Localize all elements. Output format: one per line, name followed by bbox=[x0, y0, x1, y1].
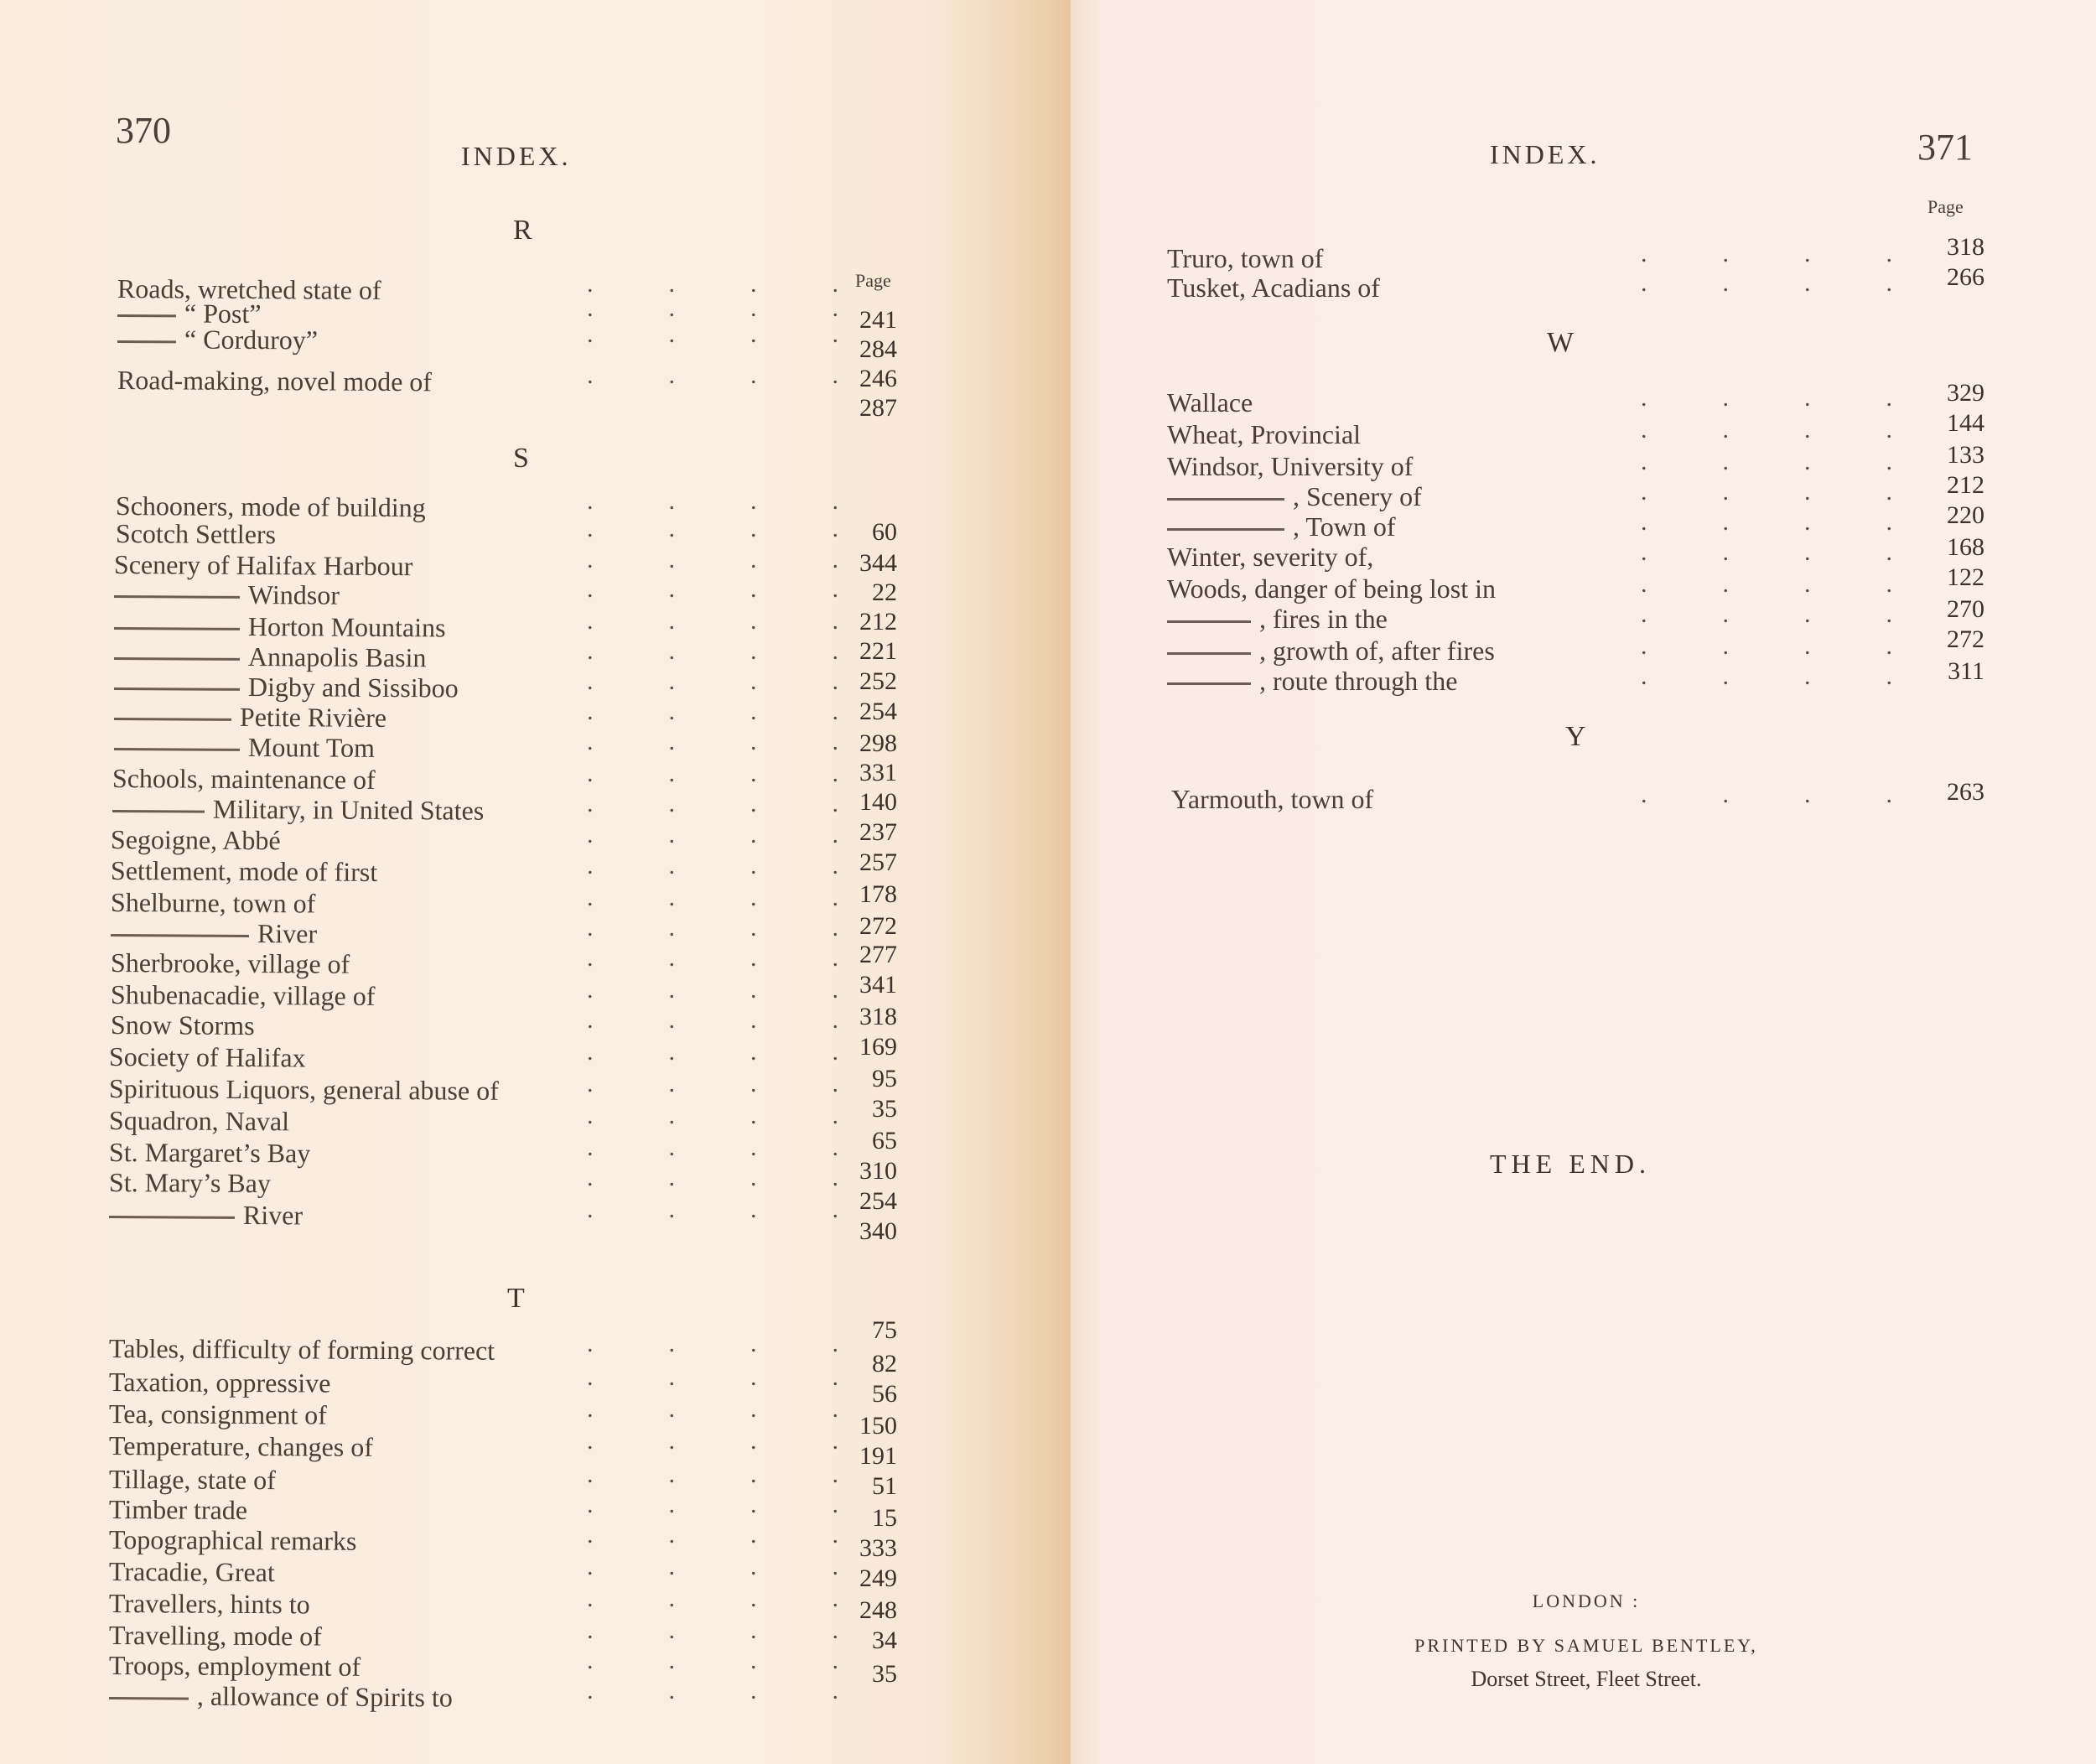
leader-dots: . . . . bbox=[587, 1164, 838, 1191]
leader-dots: . . . . bbox=[587, 1134, 838, 1161]
index-page-number: 35 bbox=[872, 1660, 897, 1688]
index-page-number: 310 bbox=[859, 1157, 897, 1185]
leader-dots: . . . . bbox=[587, 607, 838, 635]
leader-dots: . . . . bbox=[587, 760, 838, 787]
leader-dots: . . . . bbox=[587, 270, 838, 298]
leader-dots: . . . . bbox=[1641, 384, 1892, 412]
index-entry-label: Annapolis Basin bbox=[247, 641, 427, 673]
index-entry-label: Roads, wretched state of bbox=[117, 273, 381, 305]
index-entry bbox=[112, 793, 484, 827]
index-page-number: 122 bbox=[1947, 563, 1984, 591]
ditto-dash bbox=[114, 718, 231, 721]
index-page-number: 95 bbox=[872, 1065, 897, 1092]
leader-dots: . . . . bbox=[587, 976, 838, 1004]
index-page-number: 56 bbox=[872, 1380, 897, 1408]
ditto-dash bbox=[112, 810, 205, 813]
index-page-number: 237 bbox=[859, 818, 897, 846]
page-number-left: 370 bbox=[116, 110, 171, 151]
index-entry bbox=[111, 1009, 255, 1041]
leader-dots: . . . . bbox=[1641, 240, 1892, 267]
imprint-city: LONDON : bbox=[1532, 1590, 1641, 1611]
index-page-number: 252 bbox=[859, 667, 897, 695]
index-page-number: 340 bbox=[859, 1217, 897, 1245]
leader-dots: . . . . bbox=[587, 487, 838, 515]
index-page-number: 272 bbox=[859, 912, 897, 940]
index-entry-label: , Town of bbox=[1293, 511, 1396, 542]
leader-dots: . . . . bbox=[587, 575, 838, 603]
leader-dots: . . . . bbox=[587, 667, 838, 695]
leader-dots: . . . . bbox=[587, 546, 838, 573]
leader-dots: . . . . bbox=[587, 1491, 838, 1518]
index-page-number: 277 bbox=[859, 941, 897, 968]
index-page-number: 191 bbox=[859, 1442, 897, 1470]
index-entry-label: Schools, maintenance of bbox=[112, 763, 376, 795]
index-entry bbox=[1171, 784, 1373, 815]
index-entry-label: Tables, difficulty of forming correct bbox=[108, 1333, 495, 1366]
index-page-number: 22 bbox=[872, 578, 897, 606]
index-entry bbox=[109, 1333, 495, 1367]
index-page-number: 257 bbox=[859, 848, 897, 876]
index-entry bbox=[109, 1680, 453, 1714]
leader-dots: . . . . bbox=[587, 1102, 838, 1129]
ditto-dash bbox=[1167, 528, 1284, 531]
leader-dots: . . . . bbox=[587, 1553, 838, 1580]
index-entry bbox=[109, 1137, 310, 1169]
index-page-number: 284 bbox=[859, 335, 897, 363]
leader-dots: . . . . bbox=[587, 944, 838, 972]
ditto-dash bbox=[109, 1216, 235, 1219]
leader-dots: . . . . bbox=[587, 1616, 838, 1644]
leader-dots: . . . . bbox=[587, 728, 838, 755]
index-page-number: 311 bbox=[1948, 657, 1984, 685]
index-entry-label: , allowance of Spirits to bbox=[196, 1680, 453, 1713]
leader-dots: . . . . bbox=[587, 914, 838, 942]
ditto-dash bbox=[114, 595, 240, 599]
ditto-dash bbox=[1167, 620, 1251, 623]
leader-dots: . . . . bbox=[1641, 448, 1892, 475]
index-entry-label: Digby and Sissiboo bbox=[247, 671, 459, 703]
index-entry-label: Travellers, hints to bbox=[108, 1588, 310, 1620]
index-entry bbox=[109, 1073, 499, 1107]
index-entry-label: Timber trade bbox=[108, 1494, 248, 1526]
index-entry bbox=[1167, 511, 1396, 542]
leader-dots: . . . . bbox=[1641, 662, 1892, 690]
index-page-number: 133 bbox=[1947, 441, 1984, 469]
leader-dots: . . . . bbox=[587, 1363, 838, 1391]
index-entry-label: River bbox=[242, 1199, 304, 1231]
ditto-dash bbox=[114, 748, 240, 751]
leader-dots: . . . . bbox=[587, 637, 838, 665]
index-entry-label: River bbox=[257, 918, 318, 949]
index-entry bbox=[1167, 451, 1413, 482]
running-head-left: INDEX. bbox=[461, 141, 572, 171]
index-entry bbox=[114, 610, 446, 643]
index-page-number: 272 bbox=[1947, 625, 1984, 653]
index-entry bbox=[114, 701, 387, 734]
index-entry-label: Squadron, Naval bbox=[108, 1105, 290, 1137]
section-letter-y: Y bbox=[1565, 721, 1586, 752]
index-entry bbox=[1167, 666, 1457, 697]
index-entry-label: Topographical remarks bbox=[108, 1524, 357, 1556]
index-entry bbox=[109, 1398, 327, 1431]
index-entry-label: Windsor, University of bbox=[1167, 451, 1414, 481]
index-page-number: 298 bbox=[859, 729, 897, 757]
index-page-number: 178 bbox=[859, 880, 897, 908]
index-entry-label: Travelling, mode of bbox=[108, 1620, 323, 1652]
index-page-number: 34 bbox=[872, 1627, 897, 1654]
index-page-number: 75 bbox=[872, 1316, 897, 1344]
index-page-number: 318 bbox=[859, 1003, 897, 1030]
index-entry-label: , fires in the bbox=[1259, 604, 1388, 634]
index-page-number: 318 bbox=[1947, 233, 1984, 261]
index-page-number: 248 bbox=[859, 1596, 897, 1624]
index-entry bbox=[117, 324, 318, 355]
index-page-number: 331 bbox=[859, 759, 897, 786]
index-entry bbox=[1167, 272, 1380, 304]
ditto-dash bbox=[109, 1697, 189, 1700]
index-entry bbox=[1167, 387, 1253, 418]
index-entry-label: Wallace bbox=[1167, 387, 1253, 418]
index-page-number: 246 bbox=[859, 365, 897, 392]
leader-dots: . . . . bbox=[587, 1038, 838, 1066]
index-page-number: 270 bbox=[1947, 595, 1984, 623]
index-entry-label: “ Post” bbox=[184, 298, 262, 329]
index-entry bbox=[111, 824, 281, 856]
index-entry-label: Shelburne, town of bbox=[110, 887, 316, 919]
section-letter-r: R bbox=[513, 215, 532, 246]
index-entry bbox=[109, 1650, 361, 1683]
leader-dots: . . . . bbox=[587, 1677, 838, 1704]
index-entry-label: , growth of, after fires bbox=[1259, 636, 1495, 666]
index-entry bbox=[109, 1430, 373, 1463]
index-entry-label: Scotch Settlers bbox=[115, 518, 277, 550]
ditto-dash bbox=[114, 687, 240, 691]
leader-dots: . . . . bbox=[587, 790, 838, 817]
index-entry bbox=[1167, 636, 1495, 667]
leader-dots: . . . . bbox=[587, 1006, 838, 1034]
leader-dots: . . . . bbox=[587, 884, 838, 911]
index-page-number: 140 bbox=[859, 788, 897, 816]
leader-dots: . . . . bbox=[587, 1330, 838, 1357]
running-head-right: INDEX. bbox=[1490, 139, 1601, 169]
index-entry bbox=[109, 1556, 275, 1588]
ditto-dash bbox=[114, 657, 240, 661]
index-entry bbox=[1167, 481, 1422, 512]
index-entry bbox=[114, 671, 459, 704]
leader-dots: . . . . bbox=[587, 821, 838, 848]
index-entry bbox=[114, 578, 340, 611]
index-entry-label: Temperature, changes of bbox=[108, 1430, 374, 1462]
index-entry bbox=[114, 641, 427, 673]
index-page-number: 249 bbox=[859, 1564, 897, 1592]
index-entry-label: Petite Rivière bbox=[239, 701, 387, 733]
index-entry bbox=[109, 1105, 289, 1137]
index-page-number: 82 bbox=[872, 1350, 897, 1377]
index-entry bbox=[111, 855, 377, 888]
index-entry-label: Winter, severity of, bbox=[1167, 542, 1374, 572]
leader-dots: . . . . bbox=[587, 1647, 838, 1674]
index-entry-label: Taxation, oppressive bbox=[108, 1367, 331, 1398]
leader-dots: . . . . bbox=[587, 1070, 838, 1097]
index-entry-label: Schooners, mode of building bbox=[115, 490, 426, 523]
leader-dots: . . . . bbox=[1641, 269, 1892, 297]
index-page-number: 65 bbox=[872, 1127, 897, 1154]
index-page-number: 144 bbox=[1947, 409, 1984, 437]
ditto-dash bbox=[1167, 652, 1251, 655]
index-entry bbox=[112, 763, 376, 796]
index-entry-label: Truro, town of bbox=[1167, 243, 1324, 273]
index-page-number: 212 bbox=[1947, 471, 1984, 499]
leader-dots: . . . . bbox=[587, 1395, 838, 1423]
leader-dots: . . . . bbox=[587, 1521, 838, 1549]
index-entry-label: Snow Storms bbox=[110, 1009, 255, 1041]
ditto-dash bbox=[114, 627, 240, 630]
ditto-dash bbox=[1167, 682, 1251, 685]
index-entry-label: Settlement, mode of first bbox=[110, 855, 378, 887]
leader-dots: . . . . bbox=[1641, 570, 1892, 598]
index-entry bbox=[114, 549, 413, 582]
index-entry bbox=[109, 1041, 306, 1073]
imprint-address: Dorset Street, Fleet Street. bbox=[1471, 1667, 1702, 1691]
index-page-number: 220 bbox=[1947, 501, 1984, 529]
the-end-text: THE END. bbox=[1490, 1149, 1651, 1179]
index-entry-label: Mount Tom bbox=[247, 731, 376, 763]
index-entry-label: Windsor bbox=[247, 578, 340, 610]
index-entry-label: Scenery of Halifax Harbour bbox=[113, 549, 413, 582]
leader-dots: . . . . bbox=[587, 698, 838, 725]
ditto-dash bbox=[1167, 498, 1284, 501]
index-entry-label: Horton Mountains bbox=[247, 610, 446, 643]
right-page bbox=[1071, 0, 2096, 1764]
page-column-header-left: Page bbox=[855, 270, 891, 291]
index-entry-label: Woods, danger of being lost in bbox=[1167, 573, 1497, 604]
index-page-number: 341 bbox=[859, 971, 897, 999]
leader-dots: . . . . bbox=[587, 294, 838, 322]
index-page-number: 221 bbox=[859, 637, 897, 665]
ditto-dash bbox=[117, 340, 176, 343]
leader-dots: . . . . bbox=[1641, 508, 1892, 536]
leader-dots: . . . . bbox=[587, 1585, 838, 1612]
index-page-number: 212 bbox=[859, 608, 897, 636]
index-entry-label: , route through the bbox=[1259, 666, 1458, 696]
index-entry bbox=[111, 979, 376, 1012]
index-entry-label: Spirituous Liquors, general abuse of bbox=[108, 1073, 499, 1106]
leader-dots: . . . . bbox=[587, 1427, 838, 1455]
index-entry bbox=[109, 1464, 276, 1496]
index-page-number: 254 bbox=[859, 698, 897, 725]
index-page-number: 15 bbox=[872, 1504, 897, 1532]
index-entry bbox=[109, 1524, 357, 1557]
index-page-number: 169 bbox=[859, 1033, 897, 1061]
index-page-number: 329 bbox=[1947, 379, 1984, 407]
imprint-printer: PRINTED BY SAMUEL BENTLEY, bbox=[1414, 1635, 1758, 1656]
index-entry-label: Troops, employment of bbox=[108, 1650, 361, 1682]
index-entry-label: “ Corduroy” bbox=[184, 324, 319, 355]
leader-dots: . . . . bbox=[1641, 416, 1892, 444]
index-page-number: 241 bbox=[859, 306, 897, 334]
index-entry bbox=[109, 1588, 310, 1620]
index-entry-label: Segoigne, Abbé bbox=[110, 824, 281, 856]
index-entry-label: St. Margaret’s Bay bbox=[108, 1137, 311, 1169]
index-entry bbox=[1167, 243, 1323, 274]
index-page-number: 150 bbox=[859, 1412, 897, 1440]
index-entry bbox=[109, 1494, 247, 1526]
index-entry-label: Tea, consignment of bbox=[108, 1398, 328, 1430]
index-entry bbox=[1167, 419, 1361, 450]
section-letter-w: W bbox=[1547, 327, 1575, 358]
index-page-number: 344 bbox=[859, 549, 897, 577]
index-page-number: 254 bbox=[859, 1187, 897, 1215]
index-entry-label: Society of Halifax bbox=[108, 1041, 306, 1073]
index-entry-label: Wheat, Provincial bbox=[1167, 419, 1362, 449]
leader-dots: . . . . bbox=[587, 852, 838, 879]
leader-dots: . . . . bbox=[587, 361, 838, 389]
index-page-number: 333 bbox=[859, 1534, 897, 1562]
leader-dots: . . . . bbox=[1641, 600, 1892, 628]
index-entry bbox=[109, 1199, 303, 1231]
index-entry bbox=[1167, 542, 1373, 573]
section-letter-s: S bbox=[513, 443, 529, 474]
index-entry bbox=[109, 1620, 322, 1652]
leader-dots: . . . . bbox=[1641, 632, 1892, 660]
index-entry-label: , Scenery of bbox=[1293, 481, 1422, 511]
index-page-number: 266 bbox=[1947, 263, 1984, 291]
index-page-number: 60 bbox=[872, 518, 897, 546]
index-entry bbox=[1167, 604, 1388, 635]
leader-dots: . . . . bbox=[1641, 478, 1892, 506]
index-entry bbox=[111, 917, 317, 950]
page-number-right: 371 bbox=[1917, 127, 1973, 168]
index-entry-label: St. Mary’s Bay bbox=[108, 1167, 272, 1199]
leader-dots: . . . . bbox=[587, 1460, 838, 1488]
index-entry-label: Tracadie, Great bbox=[108, 1556, 275, 1588]
index-entry bbox=[116, 518, 276, 550]
leader-dots: . . . . bbox=[1641, 781, 1892, 808]
index-entry-label: Sherbrooke, village of bbox=[110, 947, 350, 979]
index-entry-label: Yarmouth, town of bbox=[1171, 784, 1374, 814]
ditto-dash bbox=[111, 934, 249, 937]
leader-dots: . . . . bbox=[587, 515, 838, 542]
index-entry bbox=[114, 731, 375, 764]
page-column-header-right: Page bbox=[1927, 196, 1964, 217]
index-page-number: 263 bbox=[1947, 778, 1984, 806]
index-page-number: 168 bbox=[1947, 533, 1984, 561]
index-page-number: 287 bbox=[859, 394, 897, 422]
leader-dots: . . . . bbox=[587, 320, 838, 348]
section-letter-t: T bbox=[507, 1283, 525, 1314]
ditto-dash bbox=[117, 314, 176, 317]
index-entry bbox=[111, 947, 350, 980]
index-entry-label: Tusket, Acadians of bbox=[1167, 272, 1380, 303]
index-entry bbox=[1167, 573, 1496, 604]
index-entry bbox=[111, 887, 316, 919]
index-entry-label: Military, in United States bbox=[212, 793, 485, 826]
index-entry-label: Tillage, state of bbox=[108, 1464, 276, 1496]
index-entry bbox=[117, 365, 432, 397]
index-entry bbox=[109, 1167, 271, 1199]
leader-dots: . . . . bbox=[1641, 538, 1892, 566]
index-page-number: 51 bbox=[872, 1472, 897, 1500]
index-entry-label: Shubenacadie, village of bbox=[110, 979, 376, 1011]
leader-dots: . . . . bbox=[587, 1196, 838, 1223]
index-entry-label: Road-making, novel mode of bbox=[117, 365, 433, 397]
index-page-number: 35 bbox=[872, 1095, 897, 1123]
index-entry bbox=[109, 1367, 331, 1399]
